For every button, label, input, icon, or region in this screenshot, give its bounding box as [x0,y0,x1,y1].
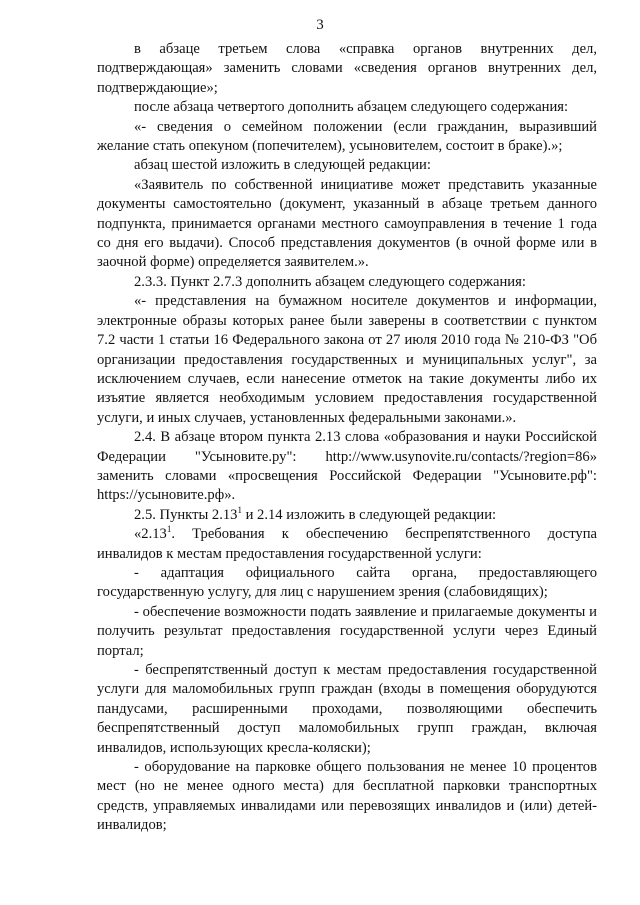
list-item: - оборудование на парковке общего пользования не менее 10 процентов мест (но не менее одного места) для бесплатной парковки транспортных средств, управляемых инвалидами или перевозящих инвалидов и (или) детей-инвалидов; [97,759,597,834]
list-item: - обеспечение возможности подать заявление и прилагаемые документы и получить результат предоставления государственной услуги через Единый портал; [97,603,597,659]
page-number: 3 [316,17,324,33]
paragraph: «- сведения о семейном положении (если гражданин, выразивший желание стать опекуном (попечителем), усыновителем, состоит в браке).»; [97,118,597,155]
list-item: - адаптация официального сайта органа, предоставляющего государственную услугу, для лиц с нарушением зрения (слабовидящих); [97,564,597,601]
document-body [97,40,597,836]
list-item: - беспрепятственный доступ к местам предоставления государственной услуги для маломобильных групп граждан (входы в помещения оборудуются пандусами, расширенными проходами, позволяющими обеспечить беспрепятственный доступ маломобильных групп граждан, включая инвалидов, использующих кресла-коляски); [97,662,597,756]
paragraph: абзац шестой изложить в следующей редакции: [134,157,431,174]
paragraph: «- представления на бумажном носителе документов и информации, электронные образы которых ранее были заверены в соответствии с пунктом 7.2 части 1 статьи 16 Федерального закона от 27 июля 2010 года № 210-ФЗ "Об организации предоставления государственных и муниципальных услуг", за исключением случаев, если нанесение отметок на такие документы либо их изъятие является необходимым условием предоставления государственной услуги, и иных случаев, установленных федеральными законами.». [97,293,597,426]
paragraph [97,525,597,564]
paragraph-text-end: . Требования к обеспечению беспрепятственного доступа инвалидов к местам предоставления государственной услуги: [97,526,597,562]
paragraph-text-start: «2.13 [134,526,167,543]
paragraph-text-start: 2.5. Пункты 2.13 [134,506,238,523]
paragraph [97,506,597,525]
paragraph-text-end: и 2.14 изложить в следующей редакции: [241,506,497,523]
paragraph: 2.4. В абзаце втором пункта 2.13 слова «образования и науки Российской Федерации "Усыновите.ру": http://www.usynovite.ru/contacts/?region=86» заменить словами «просвещения Российской Федерации "Усыновите.рф": https://усыновите.рф». [97,429,597,504]
paragraph: «Заявитель по собственной инициативе может представить указанные документы самостоятельно (документ, указанный в абзаце третьем данного подпункта, принимается органами местного самоуправления в течение 1 года со дня его выдачи). Способ представления документов (в очной форме или в заочной форме) определяется заявителем.». [97,176,597,271]
paragraph: 2.3.3. Пункт 2.7.3 дополнить абзацем следующего содержания: [134,273,526,290]
superscript: 1 [166,524,172,535]
paragraph: после абзаца четвертого дополнить абзацем следующего содержания: [134,99,569,116]
paragraph: в абзаце третьем слова «справка органов внутренних дел, подтверждающая» заменить словами «сведения органов внутренних дел, подтверждающие»; [97,41,597,96]
superscript: 1 [237,504,242,515]
